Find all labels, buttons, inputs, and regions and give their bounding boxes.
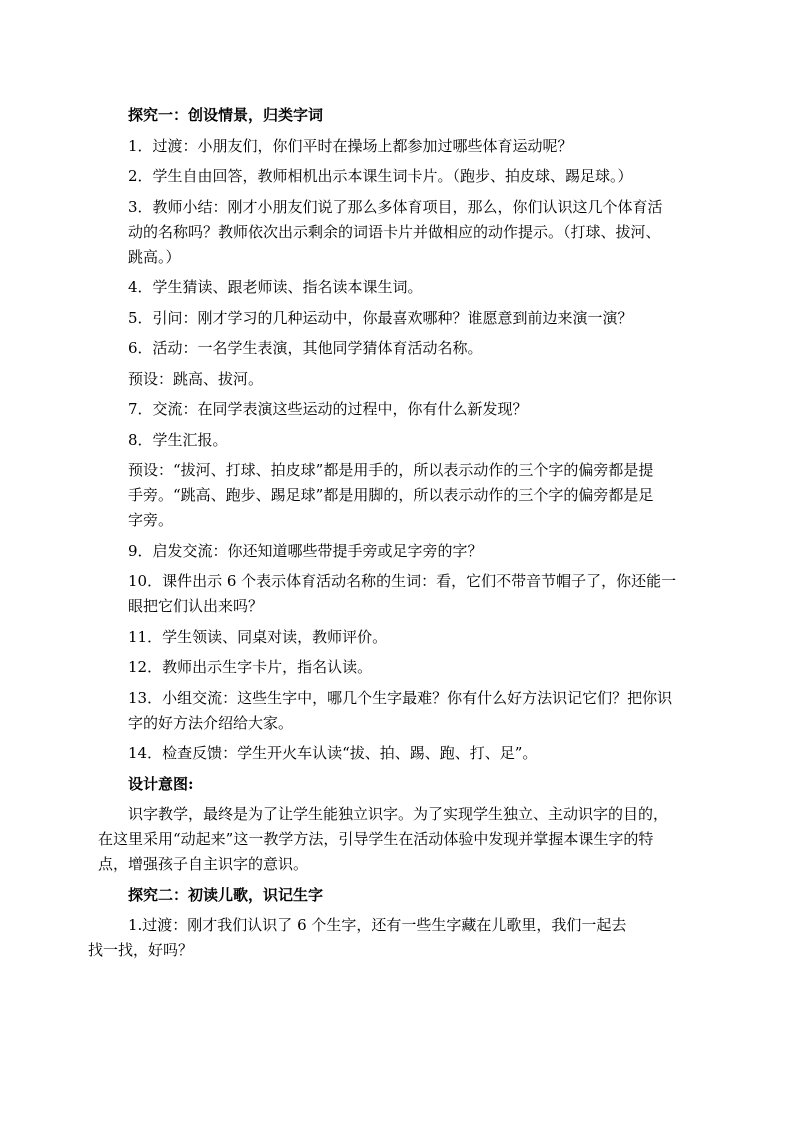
document-content	[88, 103, 677, 969]
section1-item-line: 5．引问：刚才学习的几种运动中，你最喜欢哪种？谁愿意到前边来演一演？	[128, 308, 633, 327]
section1-item-line: 字旁。	[128, 511, 174, 529]
section1-item-line: 字的好方法介绍给大家。	[128, 713, 294, 732]
section1-item-line: 6．活动：一名学生表演，其他同学猜体育活动名称。	[128, 339, 483, 357]
section1-item-line: 3．教师小结：刚才小朋友们说了那么多体育项目，那么，你们认识这几个体育活	[128, 197, 663, 216]
design-intent-line: 识字教学，最终是为了让学生能独立识字。为了实现学生独立、主动识字的目的，	[128, 805, 669, 823]
section2-item-line: 找一找，好吗？	[88, 941, 194, 959]
section2-item-1	[88, 913, 676, 963]
design-intent-heading: 设计意图:	[128, 774, 194, 793]
section1-item-line: 9．启发交流：你还知道哪些带提手旁或足字旁的字？	[128, 541, 483, 560]
section1-item-line: 动的名称吗？教师依次出示剩余的词语卡片并做相应的动作提示。（打球、拔河、	[128, 222, 661, 241]
section1-item	[128, 569, 676, 619]
design-intent-line: 在这里采用“动起来”这一教学方法，引导学生在活动体验中发现并掌握本课生字的特	[98, 830, 654, 848]
section1-item	[128, 164, 676, 189]
section1-item-line: 10．课件出示 6 个表示体育活动名称的生词：看，它们不带音节帽子了，你还能一	[128, 572, 677, 590]
section1-item	[128, 195, 676, 270]
section1-item	[128, 625, 676, 650]
section1-item-line: 跳高。）	[128, 247, 181, 266]
section1-item-line: 12．教师出示生字卡片，指名认读。	[128, 658, 373, 676]
section1-item-line: 预设：跳高、拔河。	[128, 369, 264, 388]
section1-item	[128, 655, 676, 680]
section1-item-line: 14．检查反馈：学生开火车认读“拔、拍、踢、跑、打、足”。	[128, 744, 538, 762]
section1-item-line: 11．学生领读、同桌对读，教师评价。	[128, 627, 388, 646]
section1-item	[128, 397, 676, 422]
section1-item	[128, 686, 676, 736]
section1-heading: 探究一：创设情景，归类字词	[128, 106, 324, 124]
section1-item	[128, 428, 676, 453]
section1-item	[128, 458, 676, 533]
section1-item-line: 13．小组交流：这些生字中，哪几个生字最难？你有什么好方法识记它们？把你识	[128, 688, 673, 707]
section1-item	[128, 741, 676, 766]
section1-item-line: 8．学生汇报。	[128, 430, 228, 449]
section1-item-line: 4．学生猜读、跟老师读、指名读本课生词。	[128, 278, 423, 296]
section1-item	[128, 539, 676, 564]
section1-item	[128, 275, 676, 300]
section1-item-line: 手旁。“跳高、跑步、踢足球”都是用脚的，所以表示动作的三个字的偏旁都是足	[128, 486, 654, 504]
section2-item-line: 1.过渡：刚才我们认识了 6 个生字，还有一些生字藏在儿歌里，我们一起去	[128, 916, 627, 934]
section1-item	[128, 336, 676, 361]
section1-item	[128, 367, 676, 392]
section1-item-line: 1．过渡：小朋友们，你们平时在操场上都参加过哪些体育运动呢？	[128, 136, 573, 155]
section1-items	[128, 134, 676, 767]
design-intent-paragraph	[98, 802, 676, 877]
section1-item-line: 2．学生自由回答，教师相机出示本课生词卡片。（跑步、拍皮球、踢足球。）	[128, 167, 633, 185]
section1-item-line: 预设：“拔河、打球、拍皮球”都是用手的，所以表示动作的三个字的偏旁都是提	[128, 461, 654, 479]
section1-item	[128, 134, 676, 159]
section2-heading: 探究二：初读儿歌，识记生字	[128, 885, 324, 904]
section1-item-line: 眼把它们认出来吗？	[128, 597, 264, 615]
section1-item-line: 7．交流：在同学表演这些运动的过程中，你有什么新发现？	[128, 400, 528, 418]
section1-item	[128, 306, 676, 331]
design-intent-line: 点，增强孩子自主识字的意识。	[98, 855, 309, 873]
